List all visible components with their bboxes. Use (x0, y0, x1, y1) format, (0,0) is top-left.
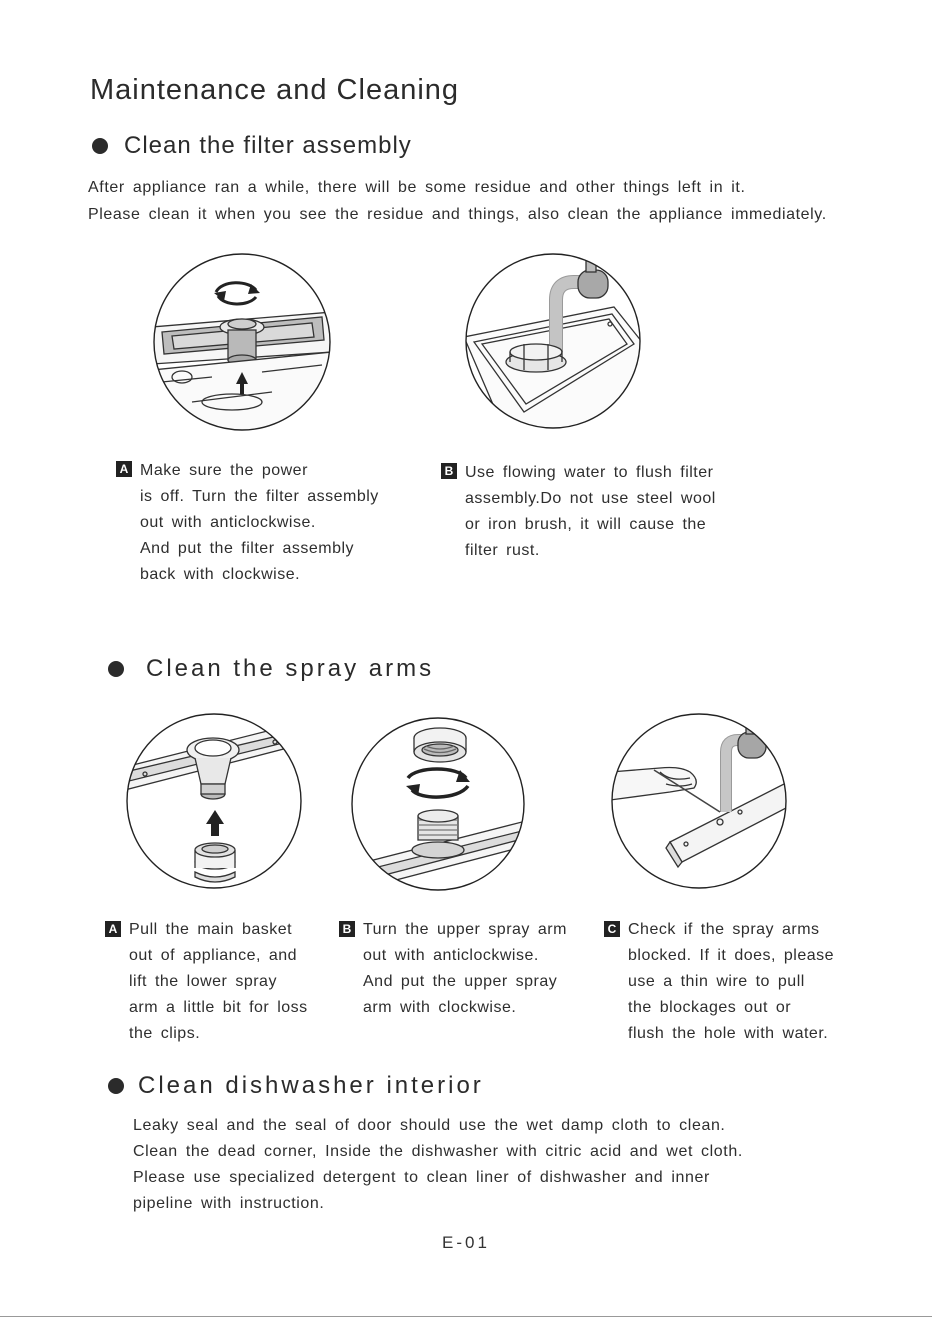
bottom-rule (0, 1316, 932, 1317)
spray-arm-wire-cleaning-illustration (610, 712, 788, 890)
section-heading-text: Clean the filter assembly (124, 132, 412, 159)
filter-step-b (444, 460, 716, 564)
filter-rinse-under-tap-illustration (464, 252, 642, 430)
section-heading-text: Clean dishwasher interior (138, 1072, 484, 1099)
step-line: And put the filter assembly (140, 540, 355, 557)
interior-line: Please use specialized detergent to clean liner of dishwasher and inner (133, 1169, 710, 1186)
step-line: flush the hole with water. (628, 1025, 829, 1042)
section-heading-spray-arms (108, 655, 434, 683)
step-line: is off. Turn the filter assembly (140, 488, 379, 505)
step-line: Use flowing water to flush filter (465, 464, 714, 481)
step-badge: B (339, 921, 355, 937)
intro-line: Please clean it when you see the residue and things, also clean the appliance immediately. (88, 205, 827, 223)
step-line: Pull the main basket (129, 921, 293, 938)
bullet-icon (108, 1078, 124, 1094)
page-number: E-01 (442, 1233, 490, 1252)
step-line: Turn the upper spray arm (363, 921, 567, 938)
step-line: back with clockwise. (140, 566, 301, 583)
upper-spray-arm-unscrew-illustration (350, 716, 526, 892)
bullet-icon (92, 138, 108, 154)
step-line: the blockages out or (628, 999, 792, 1016)
section-heading-text: Clean the spray arms (146, 655, 435, 682)
step-line: or iron brush, it will cause the (465, 516, 707, 533)
step-line: use a thin wire to pull (628, 973, 805, 990)
filter-step-a (119, 458, 379, 588)
interior-line: pipeline with instruction. (133, 1195, 325, 1212)
step-badge: C (604, 921, 620, 937)
interior-text (133, 1113, 743, 1217)
step-line: out of appliance, and (129, 947, 298, 964)
spray-step-a (108, 917, 308, 1047)
interior-line: Clean the dead corner, Inside the dishwasher with citric acid and wet cloth. (133, 1143, 743, 1160)
filter-removal-illustration (152, 252, 332, 432)
step-line: out with anticlockwise. (363, 947, 539, 964)
step-line: And put the upper spray (363, 973, 558, 990)
step-line: the clips. (129, 1025, 201, 1042)
step-line: arm with clockwise. (363, 999, 517, 1016)
lower-spray-arm-lift-illustration (125, 712, 303, 890)
step-line: blocked. If it does, please (628, 947, 835, 964)
step-line: Make sure the power (140, 462, 308, 479)
intro-line: After appliance ran a while, there will be some residue and other things left in it. (88, 179, 746, 196)
filter-intro (88, 175, 827, 228)
step-line: Check if the spray arms (628, 921, 820, 938)
spray-step-b (342, 917, 567, 1021)
step-line: filter rust. (465, 542, 540, 559)
step-badge: A (116, 461, 132, 477)
section-heading-filter (92, 132, 412, 160)
step-line: arm a little bit for loss (129, 999, 308, 1016)
page-title: Maintenance and Cleaning (90, 74, 460, 106)
step-line: out with anticlockwise. (140, 514, 316, 531)
spray-step-c (607, 917, 835, 1047)
step-badge: A (105, 921, 121, 937)
step-line: lift the lower spray (129, 973, 277, 990)
interior-line: Leaky seal and the seal of door should use the wet damp cloth to clean. (133, 1117, 726, 1134)
bullet-icon (108, 661, 124, 677)
step-line: assembly.Do not use steel wool (465, 490, 716, 507)
section-heading-interior (108, 1072, 484, 1100)
step-badge: B (441, 463, 457, 479)
